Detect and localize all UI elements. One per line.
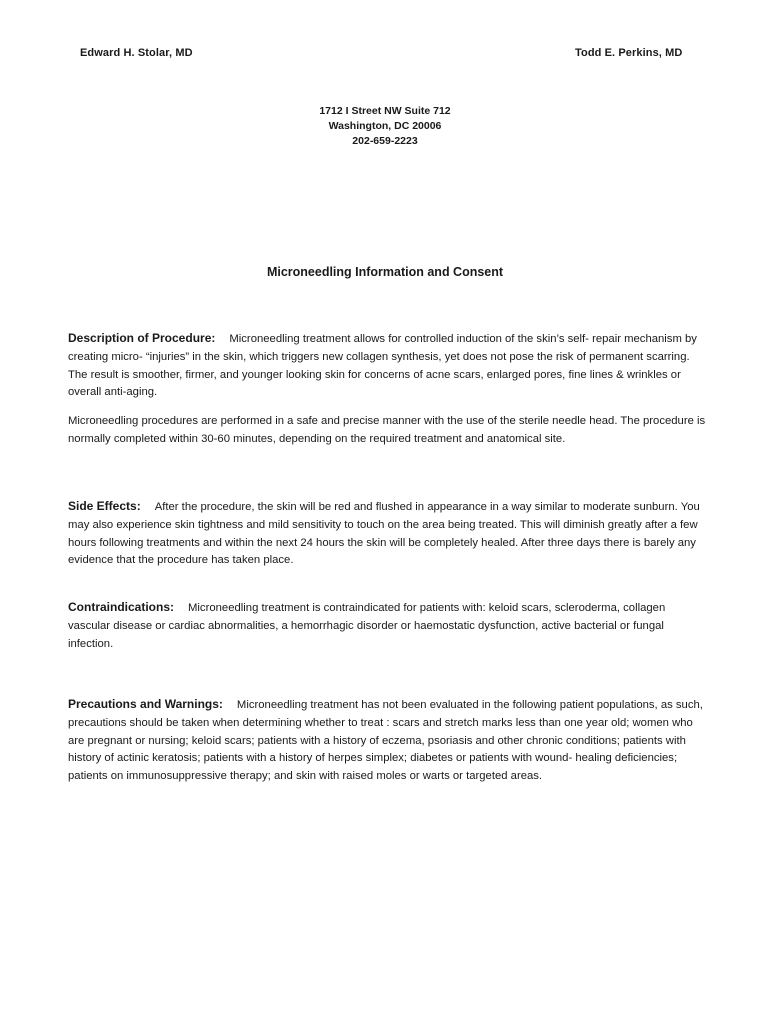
contraindications-section: [68, 599, 708, 653]
description-section: [68, 330, 708, 402]
description-paragraph-2: Microneedling procedures are performed in a safe and precise manner with the use of the sterile needle head. The procedure is normally completed within 30-60 minutes, depending on the required treatment and anatomical site.: [68, 415, 706, 445]
precautions-section: [68, 696, 708, 786]
practice-address: [0, 104, 770, 149]
side-effects-heading: Side Effects:: [68, 499, 141, 513]
document-title: Microneedling Information and Consent: [266, 265, 504, 279]
doctor-name-left: Edward H. Stolar, MD: [80, 47, 193, 59]
phone-number: 202-659-2223: [352, 135, 418, 147]
address-city: Washington, DC 20006: [328, 120, 442, 132]
side-effects-text: After the procedure, the skin will be red and flushed in appearance in a way similar to moderate sunburn. You may also experience skin tightness and mild sensitivity to touch on the area being treated. This will diminish greatly after a few hours following treatments and within the next 24 hours the skin will be completely healed. After three days there is barely any evidence that the procedure has taken place.: [68, 501, 700, 567]
address-street: 1712 I Street NW Suite 712: [319, 105, 451, 117]
precautions-text: Microneedling treatment has not been evaluated in the following patient populations, as such, precautions should be taken when determining whether to treat : scars and stretch marks less than one year old; women who are pregnant or nursing; keloid scars; patients with a history of eczema, psoriasis and other chronic conditions; patients with history of actinic keratosis; patients with a history of herpes simplex; diabetes or patients with wound- healing deficiencies; patients on immunosuppressive therapy; and skin with raised moles or warts or targeted areas.: [68, 699, 703, 783]
description-heading: Description of Procedure:: [68, 331, 216, 345]
contraindications-heading: Contraindications:: [68, 600, 175, 614]
doctor-name-right: Todd E. Perkins, MD: [575, 47, 683, 59]
side-effects-section: [68, 498, 708, 570]
description-text: Microneedling treatment allows for controlled induction of the skin’s self- repair mechanism by creating micro- “injuries” in the skin, which triggers new collagen synthesis, yet does not pose the risk of permanent scarring. The result is smoother, firmer, and younger looking skin for concerns of acne scars, enlarged pores, fine lines & wrinkles or overall anti-aging.: [68, 333, 697, 399]
contraindications-text: Microneedling treatment is contraindicated for patients with: keloid scars, scleroderma, collagen vascular disease or cardiac abnormalities, a hemorrhagic disorder or haemostatic dysfunction, active bacterial or fungal infection.: [68, 602, 666, 650]
precautions-heading: Precautions and Warnings:: [68, 697, 223, 711]
